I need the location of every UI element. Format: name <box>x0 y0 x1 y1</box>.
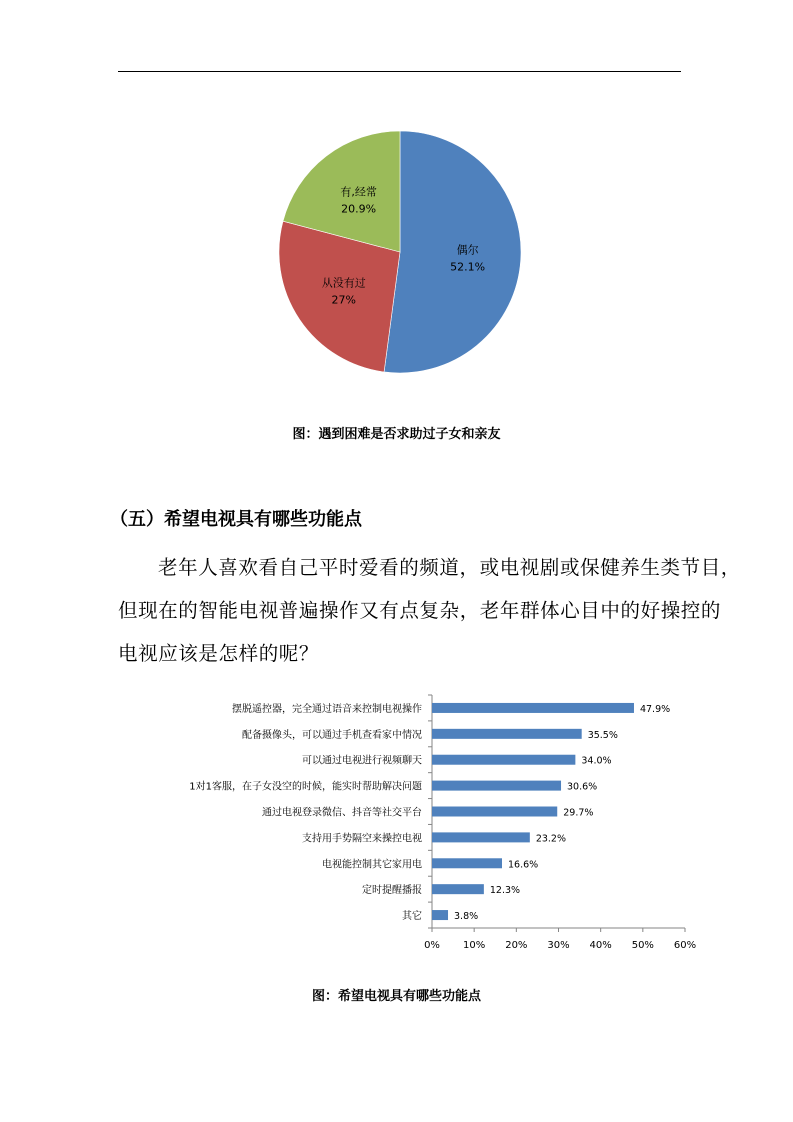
bar-value-label: 12.3% <box>489 885 521 897</box>
category-label: 配备摄像头，可以通过手机查看家中情况 <box>242 729 422 741</box>
bar <box>432 910 448 920</box>
pie-chart-caption: 图：遇到困难是否求助过子女和亲友 <box>292 427 501 442</box>
bar <box>432 832 530 842</box>
pie-slice-label: 从没有过 <box>321 276 366 290</box>
pie-slice-label: 偶尔 <box>456 243 479 257</box>
bar <box>432 729 582 739</box>
pie-slice-value: 27% <box>331 293 356 307</box>
x-tick-label: 60% <box>673 940 697 951</box>
bar-value-label: 29.7% <box>563 807 594 819</box>
pie-slice-label: 有,经常 <box>340 185 377 199</box>
pie-slice <box>384 131 521 373</box>
bar-value-label: 35.5% <box>587 729 618 741</box>
x-tick-label: 50% <box>631 940 654 951</box>
category-label: 定时提醒播报 <box>362 885 422 897</box>
category-label: 支持用手势隔空来操控电视 <box>302 833 422 845</box>
bar-value-label: 23.2% <box>535 833 567 845</box>
category-label: 电视能控制其它家用电 <box>322 859 422 871</box>
x-tick-label: 20% <box>505 940 528 951</box>
bar-value-label: 34.0% <box>581 755 612 767</box>
x-tick-label: 10% <box>463 940 486 951</box>
bar-chart <box>0 680 793 960</box>
pie-slice-value: 52.1% <box>450 260 486 274</box>
category-label: 摆脱遥控器，完全通过语音来控制电视操作 <box>232 703 422 715</box>
x-tick-label: 30% <box>547 940 570 951</box>
bar-value-label: 30.6% <box>567 781 598 793</box>
pie-chart <box>0 0 793 400</box>
category-label: 可以通过电视进行视频聊天 <box>302 755 422 767</box>
bar <box>432 858 502 868</box>
paragraph-line: 老年人喜欢看自己平时爱看的频道，或电视剧或保健养生类节目， <box>158 556 741 579</box>
category-label: 1对1客服，在子女没空的时候，能实时帮助解决问题 <box>189 781 422 793</box>
x-tick-label: 0% <box>424 940 440 951</box>
section-title: （五）希望电视具有哪些功能点 <box>110 509 362 530</box>
bar-value-label: 3.8% <box>454 911 479 923</box>
paragraph-line: 但现在的智能电视普遍操作又有点复杂，老年群体心目中的好操控的 <box>118 599 722 622</box>
paragraph-line: 电视应该是怎样的呢？ <box>118 642 320 665</box>
pie-slice-value: 20.9% <box>341 202 377 216</box>
bar <box>432 884 484 894</box>
bar-chart-caption: 图：希望电视具有哪些功能点 <box>311 989 481 1004</box>
category-label: 通过电视登录微信、抖音等社交平台 <box>262 807 422 819</box>
category-label: 其它 <box>402 911 422 923</box>
bar-value-label: 47.9% <box>639 703 671 715</box>
bar <box>432 755 575 765</box>
bar <box>432 781 561 791</box>
bar <box>432 807 557 817</box>
bar <box>432 703 634 713</box>
bar-value-label: 16.6% <box>507 859 539 871</box>
section-paragraph <box>118 546 741 675</box>
x-tick-label: 40% <box>589 940 612 951</box>
